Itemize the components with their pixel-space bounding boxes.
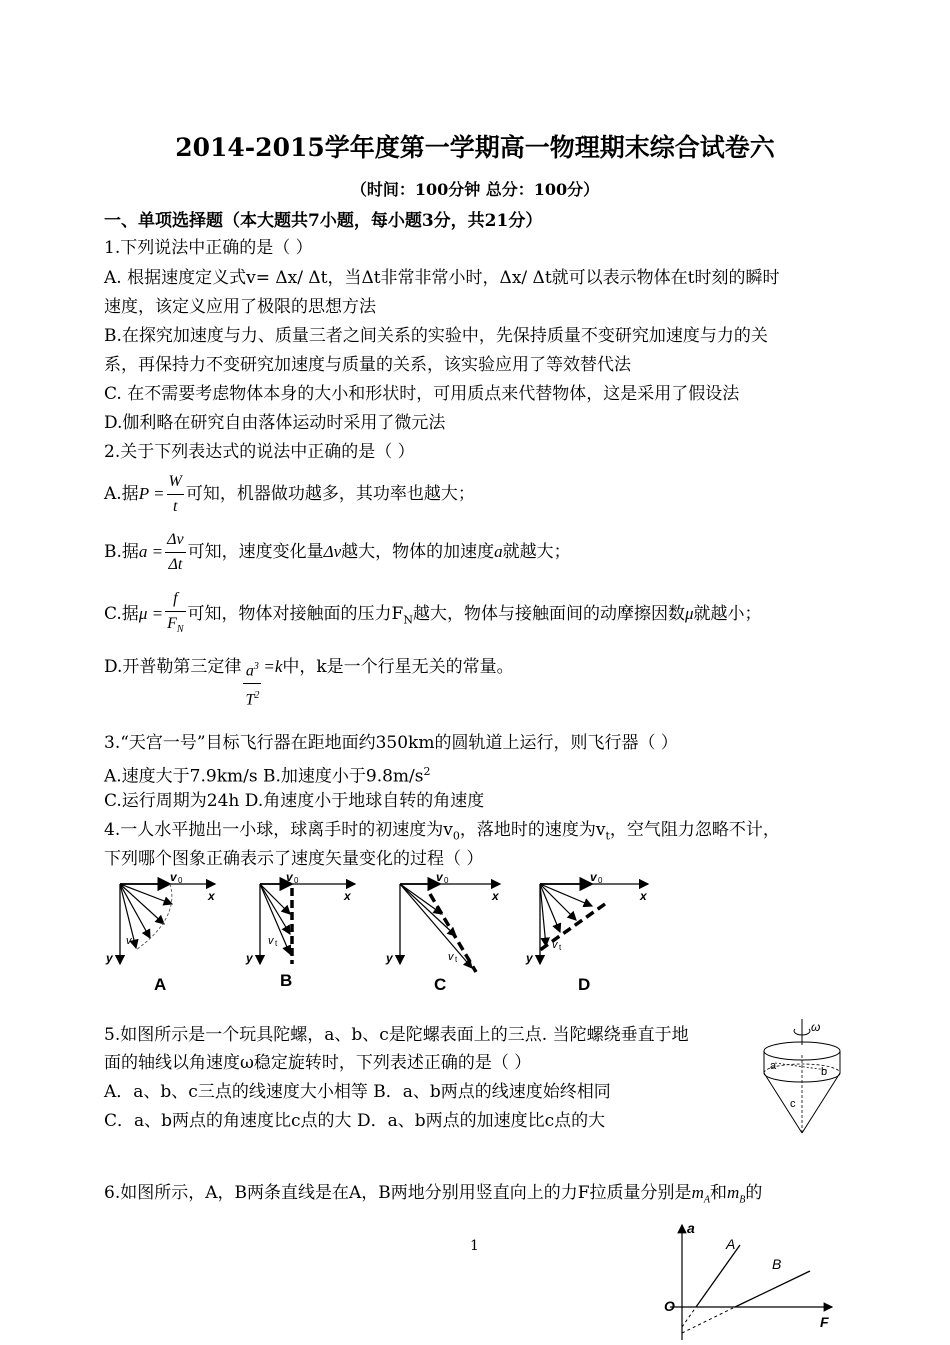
page-number: 1	[470, 1238, 479, 1254]
svg-text:ω: ω	[811, 1020, 821, 1034]
svg-text:y: y	[106, 951, 113, 965]
q4-stem-line1: 4.一人水平抛出一小球，球离手时的初速度为$v_0$，落地时的速度为$v_t$，空气阻力忽略不计，	[104, 820, 780, 843]
svg-text:0: 0	[178, 876, 183, 885]
figure-d	[525, 870, 648, 994]
q1-option-b-line2: 系，再保持力不变研究加速度与质量的关系，该实验应用了等效替代法	[104, 355, 631, 375]
svg-text:F: F	[820, 1314, 829, 1330]
svg-text:y: y	[246, 951, 253, 965]
line-a	[696, 1245, 740, 1307]
svg-text:a: a	[687, 1220, 695, 1236]
svg-text:v: v	[590, 870, 597, 884]
svg-text:y: y	[386, 951, 393, 965]
q1-option-c: C. 在不需要考虑物体本身的大小和形状时，可用质点来代替物体，这是采用了假设法	[104, 384, 740, 404]
figure-c	[385, 870, 500, 994]
svg-text:x: x	[492, 889, 499, 903]
svg-text:v: v	[286, 870, 293, 884]
q5-options-ab: A．a、b、c三点的线速度大小相等 B．a、b两点的线速度始终相同	[104, 1082, 611, 1102]
figure-a	[105, 870, 216, 994]
svg-text:x: x	[208, 889, 215, 903]
svg-text:v: v	[170, 870, 177, 884]
q2-option-b: B.据a = $\frac{\Delta v}{\Delta t}$ 可知，速度变化量Δv越大，物体的加速度a就越大；	[104, 528, 571, 577]
q5-stem-line1: 5.如图所示是一个玩具陀螺，a、b、c是陀螺表面上的三点. 当陀螺绕垂直于地	[104, 1025, 689, 1045]
q5-options-cd: C．a、b两点的角速度比c点的大 D．a、b两点的加速度比c点的大	[104, 1111, 606, 1131]
q2-option-d: D.开普勒第三定律 $\frac{a^3}{T^2}$ =k中，k是一个行星无关的常量。	[104, 655, 514, 713]
svg-text:0: 0	[444, 876, 449, 885]
svg-text:a: a	[770, 1060, 777, 1072]
svg-text:t: t	[559, 943, 562, 952]
q3-options-cd: C.运行周期为24h D.角速度小于地球自转的角速度	[104, 791, 485, 811]
figure-b	[245, 870, 355, 990]
svg-text:v: v	[552, 939, 558, 951]
q1-option-a-line1: A. 根据速度定义式v= Δx/ Δt，当Δt非常非常小时，Δx/ Δt就可以表示物体在t时刻的瞬时	[104, 268, 780, 288]
exam-info: （时间：100分钟 总分：100分）	[350, 180, 600, 199]
q2-option-a: A.据P = $\frac{W}{t}$ 可知，机器做功越多，其功率也越大；	[104, 470, 475, 519]
q6-stem-line1: 6.如图所示，A，B两条直线是在A，B两地分别用竖直向上的力F拉质量分别是$m_A$和$m_B$的	[104, 1183, 763, 1206]
q1-option-b-line1: B.在探究加速度与力、质量三者之间关系的实验中，先保持质量不变研究加速度与力的关	[104, 326, 768, 346]
section-heading: 一、单项选择题（本大题共7小题，每小题3分，共21分）	[104, 211, 543, 231]
svg-text:b: b	[821, 1066, 828, 1078]
acceleration-force-graph	[660, 1215, 845, 1345]
svg-text:v: v	[448, 951, 454, 963]
line-b	[735, 1271, 810, 1307]
svg-text:0: 0	[294, 876, 299, 885]
svg-text:t: t	[133, 939, 136, 948]
svg-text:x: x	[640, 889, 647, 903]
svg-text:v: v	[126, 935, 132, 947]
figure-c-label: C	[434, 975, 447, 994]
svg-text:v: v	[436, 870, 443, 884]
svg-text:0: 0	[598, 876, 603, 885]
page-title: 2014-2015学年度第一学期高一物理期末综合试卷六	[175, 133, 775, 162]
fraction-w-over-t: $\frac{W}{t}$	[167, 470, 184, 519]
fraction-dv-over-dt: $\frac{\Delta v}{\Delta t}$	[165, 528, 186, 577]
svg-text:B: B	[772, 1256, 782, 1272]
svg-text:x: x	[344, 889, 351, 903]
spinning-top-figure	[755, 1015, 855, 1140]
q2-option-c: C.据μ = $\frac{f}{F_N}$ 可知，物体对接触面的压力$F_N$越大，物体与接触面间的动摩擦因数μ就越小；	[104, 587, 762, 642]
q4-stem-line2: 下列哪个图象正确表示了速度矢量变化的过程（ ）	[104, 849, 484, 869]
q3-stem: 3.“天宫一号”目标飞行器在距地面约350km的圆轨道上运行，则飞行器（ ）	[104, 733, 678, 753]
svg-text:t: t	[275, 939, 278, 948]
q1-stem: 1.下列说法中正确的是（ ）	[104, 238, 313, 258]
svg-text:A: A	[726, 1236, 736, 1252]
q1-option-a-line2: 速度，该定义应用了极限的思想方法	[104, 297, 376, 317]
svg-text:O: O	[664, 1298, 675, 1314]
q1-option-d: D.伽利略在研究自由落体运动时采用了微元法	[104, 413, 446, 433]
svg-text:v: v	[268, 935, 274, 947]
figure-d-label: D	[578, 975, 591, 994]
svg-text:y: y	[526, 951, 533, 965]
fraction-f-over-fn: $\frac{f}{F_N}$	[165, 587, 185, 642]
q4-velocity-diagrams	[100, 868, 680, 998]
svg-text:t: t	[455, 955, 458, 964]
q5-stem-line2: 面的轴线以角速度ω稳定旋转时，下列表述正确的是（ ）	[104, 1053, 532, 1073]
figure-a-label: A	[154, 975, 167, 994]
q3-options-ab: A.速度大于7.9km/s B.加速度小于$9.8m/s^2$	[104, 765, 431, 787]
q2-stem: 2.关于下列表达式的说法中正确的是（ ）	[104, 442, 415, 462]
svg-text:c: c	[790, 1098, 796, 1110]
figure-b-label: B	[280, 971, 293, 990]
fraction-a3-over-t2: $\frac{a^3}{T^2}$	[243, 655, 261, 713]
